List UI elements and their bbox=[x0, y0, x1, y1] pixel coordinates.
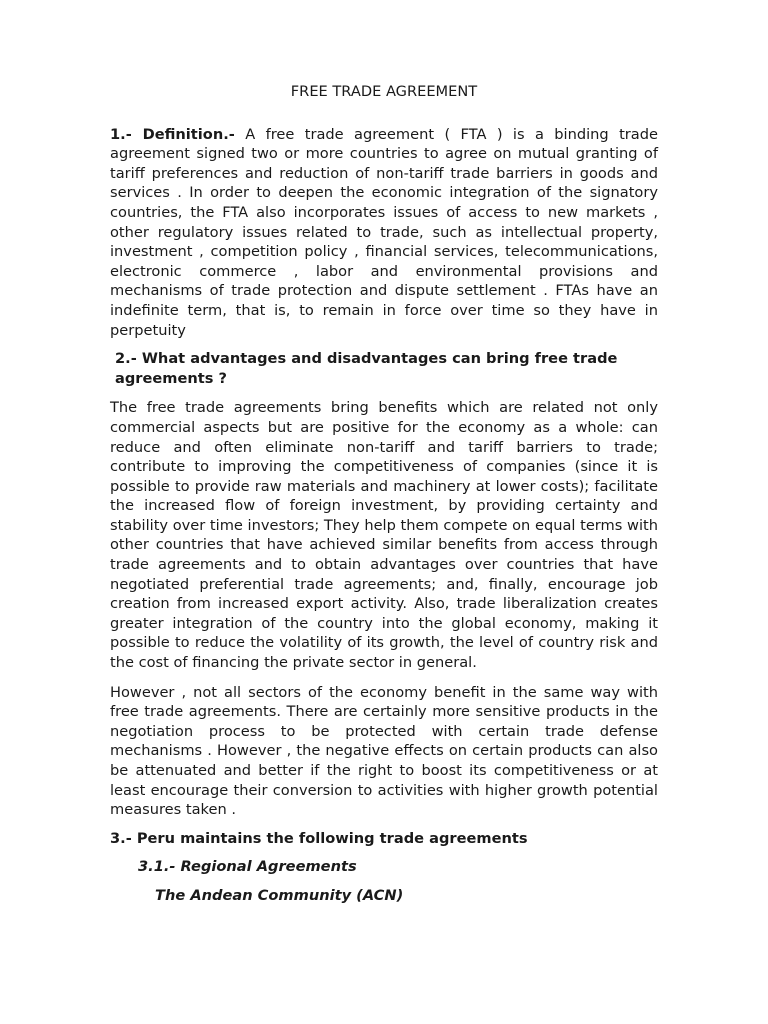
disadvantages-paragraph: However , not all sectors of the economy benefit in the same way with free trade agreements. There are certainly more sensitive products in the negotiation process to be protected with certain trade defense mechanisms . However , the negative effects on certain products can also be attenuated and better if the right to boost its competitiveness or at least encourage their conversion to activities with higher growth potential measures taken . bbox=[110, 683, 658, 819]
andean-community-item: The Andean Community (ACN) bbox=[155, 886, 404, 904]
regional-agreements-subheading: 3.1.- Regional Agreements bbox=[138, 858, 357, 876]
trade-agreements-heading: 3.- Peru maintains the following trade agreements bbox=[110, 829, 528, 847]
document-title: FREE TRADE AGREEMENT bbox=[290, 83, 478, 100]
document-page bbox=[110, 82, 658, 906]
definition-heading: 1.- Definition.- bbox=[110, 125, 235, 143]
definition-text: A free trade agreement ( FTA ) is a binding trade agreement signed two or more countries to agree on mutual granting of tariff preferences and reduction of non-tariff trade barriers in goods and services . In order to deepen the economic integration of the signatory countries, the FTA also incorporates issues of access to new markets , other regulatory issues related to trade, such as intellectual property, investment , competition policy , financial services, telecommunications, electronic commerce , labor and environmental provisions and mechanisms of trade protection and dispute settlement . FTAs have an indefinite term, that is, to remain in force over time so they have in perpetuity bbox=[110, 125, 658, 339]
advantages-heading: 2.- What advantages and disadvantages can bring free trade agreements ? bbox=[115, 350, 618, 387]
advantages-paragraph: The free trade agreements bring benefits which are related not only commercial aspects but are positive for the economy as a whole: can reduce and often eliminate non-tariff and tariff barriers to trade; contribute to improving the competitiveness of companies (since it is possible to provide raw materials and machinery at lower costs); facilitate the increased flow of foreign investment, by providing certainty and stability over time investors; They help them compete on equal terms with other countries that have achieved similar benefits from access through trade agreements and to obtain advantages over countries that have negotiated preferential trade agreements; and, finally, encourage job creation from increased export activity. Also, trade liberalization creates greater integration of the country into the global economy, making it possible to reduce the volatility of its growth, the level of country risk and the cost of financing the private sector in general. bbox=[110, 399, 658, 672]
definition-paragraph bbox=[110, 125, 658, 341]
